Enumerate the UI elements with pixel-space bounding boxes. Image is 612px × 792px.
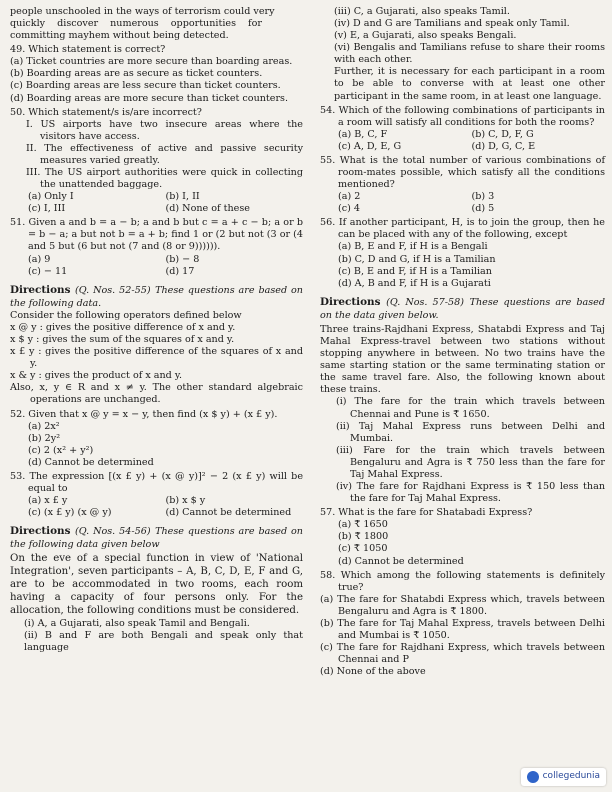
fact: (iv) The fare for Rajdhani Express is ₹ 150 less than the fare for Taj Mahal Express.: [336, 481, 605, 505]
question-stem: 50. Which statement/s is/are incorrect?: [10, 106, 202, 118]
condition: (iii) C, a Gujarati, also speaks Tamil.: [334, 6, 510, 17]
option: (b) C, D, F, G: [471, 128, 534, 140]
passage-line: committing mayhem without being detected.: [10, 30, 229, 42]
collegedunia-logo: [521, 768, 606, 786]
option: (c) I, III: [28, 203, 66, 215]
question-stem: 58. Which among the following statements is definitely true?: [320, 569, 605, 593]
directions-heading: [10, 525, 303, 551]
fact: (iii) Fare for the train which travels between Bengaluru and Agra is ₹ 750 less than the fare for Taj Mahal Express.: [336, 444, 605, 480]
question-stem: 52. Given that x @ y = x − y, then find (x $ y) + (x £ y).: [10, 408, 278, 420]
question-50: [10, 107, 303, 216]
option: (d) None of these: [165, 203, 250, 215]
directions-tail: These questions are based on the following data.: [10, 284, 303, 309]
option-row: [10, 266, 303, 278]
question-stem: 56. If another participant, H, is to join the group, then he can be placed with any of the following, except: [320, 217, 605, 241]
directions-paragraph: On the eve of a special function in view of 'National Integration', seven participants – A, B, C, D, E, F and G, are to be accommodated in two rooms, each room having a capacity of four persons only. For the allocation, the following conditions must be considered.: [10, 553, 303, 616]
option: (b) x $ y: [165, 495, 206, 507]
question-49: [10, 44, 303, 104]
fact: (ii) Taj Mahal Express runs between Delhi and Mumbai.: [336, 420, 605, 444]
directions-label: Directions: [10, 525, 71, 538]
directions-range: (Q. Nos. 57-58): [386, 296, 464, 308]
option: (b) ₹ 1800: [338, 531, 389, 543]
right-column: [320, 6, 605, 678]
option: (a) B, C, F: [338, 128, 388, 140]
option: (d) 5: [471, 203, 495, 215]
condition: (v) E, a Gujarati, also speaks Bengali.: [334, 30, 517, 42]
option-row: [320, 191, 605, 203]
option: (d) Cannot be determined: [165, 507, 292, 519]
statement: III. The US airport authorities were quick in collecting the unattended baggage.: [26, 167, 303, 191]
directions-intro: Consider the following operators defined below: [10, 309, 242, 321]
option: (c) ₹ 1050: [338, 543, 388, 555]
option: (b) C, D and G, if H is a Tamilian: [338, 253, 496, 265]
statement: I. US airports have two insecure areas where the visitors have access.: [26, 118, 303, 142]
directions-heading: [10, 284, 303, 310]
option: (a) Only I: [28, 191, 74, 203]
option-row: [10, 495, 303, 507]
option: (a) Ticket countries are more secure than boarding areas.: [10, 56, 293, 68]
question-53: [10, 471, 303, 519]
option: (d) Cannot be determined: [338, 555, 464, 567]
operator-definition: x $ y : gives the sum of the squares of x and y.: [10, 334, 235, 346]
option: (a) x £ y: [28, 495, 68, 507]
option: (c) 2 (x² + y²): [28, 444, 94, 456]
question-stem: 51. Given a and b = a − b; a and b but c = a + c − b; a or b = b − a; a but not b = a + b; find 1 or (2 but not (3 or (4 and 5 but (6 but not (7 and (8 or 9)))))).: [10, 217, 303, 253]
passage-line: people unschooled in the ways of terrorism could very: [10, 6, 275, 17]
condition: (iv) D and G are Tamilians and speak only Tamil.: [334, 18, 570, 30]
option: (d) D, G, C, E: [471, 140, 536, 152]
operator-definition: x £ y : gives the positive difference of the squares of x and y.: [10, 346, 303, 370]
question-stem: 53. The expression [(x £ y) + (x @ y)]² − 2 (x £ y) will be equal to: [10, 470, 303, 495]
option: (d) 17: [165, 265, 195, 277]
option-row: [10, 254, 303, 266]
option: (a) 9: [28, 253, 51, 265]
option: (c) 4: [338, 203, 361, 215]
option: (b) 2y²: [28, 432, 61, 444]
question-stem: 49. Which statement is correct?: [10, 44, 166, 56]
directions-range: (Q. Nos. 52-55): [74, 284, 151, 296]
directions-label: Directions: [320, 295, 381, 308]
question-51: [10, 217, 303, 277]
condition: (vi) Bengalis and Tamilians refuse to share their rooms with each other.: [334, 42, 605, 66]
directions-tail: These questions are based on the data given below.: [320, 296, 605, 321]
option: (d) Cannot be determined: [28, 456, 154, 468]
directions-range: (Q. Nos. 54-56): [74, 526, 151, 538]
option: (c) A, D, E, G: [338, 140, 402, 152]
operator-definition: x @ y : gives the positive difference of x and y.: [10, 322, 236, 334]
conditions-further: Further, it is necessary for each participant in a room to be able to converse with at least one other participant in the same room, in at least one language.: [334, 66, 605, 102]
condition: (i) A, a Gujarati, also speak Tamil and Bengali.: [24, 617, 250, 629]
option: (b) − 8: [165, 253, 200, 265]
option: (a) B, E and F, if H is a Bengali: [338, 241, 488, 253]
directions-heading: [320, 296, 605, 322]
option: (b) 3: [471, 191, 495, 203]
option-row: [10, 203, 303, 215]
option-row: [10, 191, 303, 203]
option-row: [320, 203, 605, 215]
condition: (ii) B and F are both Bengali and speak only that language: [24, 629, 303, 653]
option: (c) (x £ y) (x @ y): [28, 507, 112, 519]
option: (d) None of the above: [320, 666, 426, 678]
question-54: [320, 105, 605, 153]
question-stem: 54. Which of the following combinations of participants in a room will satisfy all conditions for both the rooms?: [320, 104, 605, 128]
directions-label: Directions: [10, 283, 71, 296]
option: (a) 2: [338, 191, 361, 203]
logo-icon: [527, 771, 539, 783]
left-column: [10, 6, 303, 654]
operator-definition: x & y : gives the product of x and y.: [10, 370, 183, 382]
directions-tail: These questions are based on the following data given below: [10, 526, 303, 551]
option: (b) I, II: [165, 191, 200, 203]
operator-note: Also, x, y ∈ R and x ≠ y. The other standard algebraic operations are unchanged.: [10, 382, 303, 406]
option: (d) A, B and F, if H is a Gujarati: [338, 277, 491, 289]
directions-paragraph: Three trains-Rajdhani Express, Shatabdi Express and Taj Mahal Express-travel between two stations without stopping anywhere in between. No two trains have the same starting station or the same terminating station or the same travel fare. Also, the following known about these trains.: [320, 324, 605, 396]
option: (a) 2x²: [28, 420, 60, 432]
question-55: [320, 155, 605, 215]
question-52: [10, 409, 303, 469]
option: (c) The fare for Rajdhani Express, which travels between Chennai and P: [320, 642, 605, 666]
question-stem: 57. What is the fare for Shatabadi Express?: [320, 507, 533, 519]
statement: II. The effectiveness of active and passive security measures varied greatly.: [26, 142, 303, 166]
passage-line: quickly discover numerous opportunities for: [10, 18, 262, 30]
question-57: [320, 507, 605, 567]
option: (b) The fare for Taj Mahal Express, travels between Delhi and Mumbai is ₹ 1050.: [320, 617, 605, 641]
option-row: [320, 129, 605, 141]
option-row: [10, 507, 303, 519]
fact: (i) The fare for the train which travels between Chennai and Pune is ₹ 1650.: [336, 396, 605, 420]
option: (c) B, E and F, if H is a Tamilian: [338, 265, 492, 277]
question-58: [320, 570, 605, 679]
option: (a) The fare for Shatabdi Express which, travels between Bengaluru and Agra is ₹ 1800.: [320, 593, 605, 617]
option: (c) Boarding areas are less secure than ticket counters.: [10, 80, 281, 92]
option: (d) Boarding areas are more secure than ticket counters.: [10, 92, 289, 104]
option-row: [320, 141, 605, 153]
question-stem: 55. What is the total number of various combinations of room-mates possible, which satisfy all the conditions mentioned?: [320, 154, 605, 191]
option: (c) − 11: [28, 265, 68, 277]
option: (a) ₹ 1650: [338, 519, 388, 531]
logo-text: collegedunia: [542, 771, 600, 782]
question-56: [320, 217, 605, 289]
option: (b) Boarding areas are as secure as ticket counters.: [10, 68, 263, 80]
